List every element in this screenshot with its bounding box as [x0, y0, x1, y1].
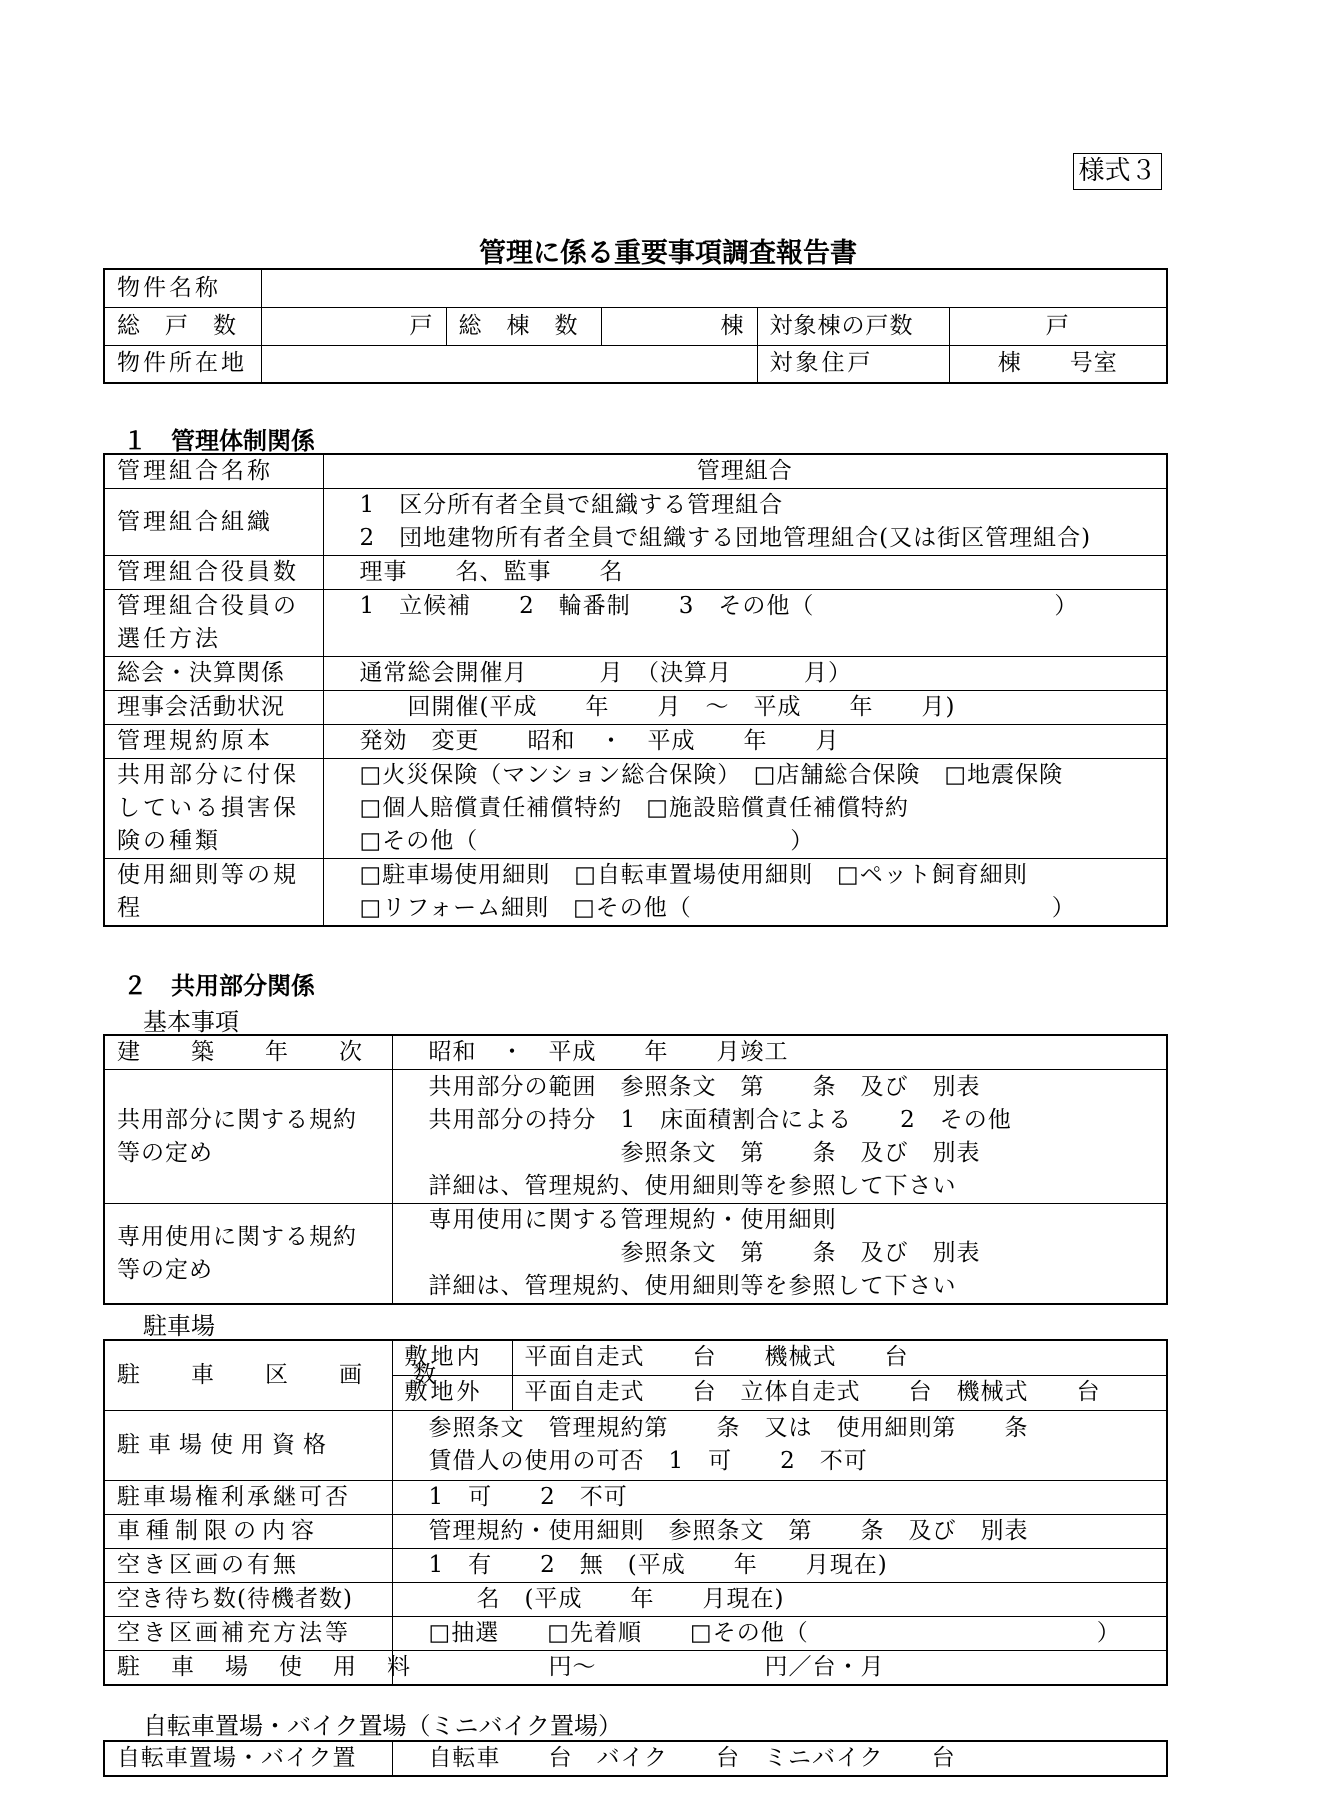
value-line: 2 団地建物所有者全員で組織する団地管理組合(又は街区管理組合): [359, 525, 1092, 551]
parking-spaces-label: 駐 車 区 画 数: [104, 1340, 392, 1410]
bicycle-table: [103, 1740, 1168, 1777]
row-label: 管理規約原本: [104, 725, 323, 759]
row-value[interactable]: 理事 名、監事 名: [323, 556, 1167, 590]
bicycle-subheading: 自転車置場・バイク置場（ミニバイク置場）: [143, 1712, 623, 1740]
property-address-field[interactable]: [261, 345, 757, 383]
row-value[interactable]: 円〜 円／台・月: [392, 1650, 1167, 1685]
row-label: 管理組合役員数: [104, 556, 323, 590]
total-units-label: 総 戸 数: [104, 307, 261, 345]
row-value[interactable]: 1 有 2 無 (平成 年 月現在): [392, 1548, 1167, 1582]
exclusive-rules-field[interactable]: 専用使用に関する管理規約・使用細則 参照条文 第 条 及び 別表 詳細は、管理規約、使用細則等を参照して下さい: [392, 1204, 1167, 1305]
value-line: 1 区分所有者全員で組織する管理組合: [359, 492, 784, 518]
target-units-label: 対象棟の戸数: [757, 307, 949, 345]
form-number-box: 様式３: [1073, 153, 1162, 190]
row-value[interactable]: 名 (平成 年 月現在): [392, 1582, 1167, 1616]
exclusive-rules-label: 専用使用に関する規約 等の定め: [104, 1204, 392, 1305]
checkbox-line[interactable]: □個人賠償責任補償特約 □施設賠償責任補償特約: [359, 795, 909, 821]
row-label: 駐車場権利承継可否: [104, 1480, 392, 1514]
target-units-field[interactable]: 戸: [949, 307, 1167, 345]
on-site-field[interactable]: 平面自走式 台 機械式 台: [512, 1340, 1167, 1375]
basic-subheading: 基本事項: [143, 1008, 239, 1036]
parking-qualification-field[interactable]: 参照条文 管理規約第 条 又は 使用細則第 条 賃借人の使用の可否 1 可 2 不可: [392, 1410, 1167, 1480]
property-name-field[interactable]: [261, 269, 1167, 307]
target-dwelling-field[interactable]: 棟 号室: [949, 345, 1167, 383]
row-value[interactable]: [323, 489, 1167, 556]
bicycle-label: 自転車置場・バイク置: [104, 1741, 392, 1776]
row-label: 管理組合役員の 選任方法: [104, 590, 323, 657]
checkbox-line[interactable]: □その他（ ）: [359, 828, 815, 854]
document-title: 管理に係る重要事項調査報告書: [479, 238, 857, 269]
parking-qualification-label: 駐車場使用資格: [104, 1410, 392, 1480]
build-year-label: 建 築 年 次: [104, 1035, 392, 1070]
row-label: 管理組合組織: [104, 489, 323, 556]
common-rules-label: 共用部分に関する規約 等の定め: [104, 1070, 392, 1204]
target-dwelling-label: 対象住戸: [757, 345, 949, 383]
property-address-label: 物件所在地: [104, 345, 261, 383]
row-label: 駐 車 場 使 用 料: [104, 1650, 392, 1685]
rules-options[interactable]: [323, 859, 1167, 927]
off-site-label: 敷地外: [392, 1375, 512, 1410]
insurance-options[interactable]: [323, 759, 1167, 859]
row-value[interactable]: 1 可 2 不可: [392, 1480, 1167, 1514]
row-label: 空き待ち数(待機者数): [104, 1582, 392, 1616]
row-value[interactable]: □抽選 □先着順 □その他（ ）: [392, 1616, 1167, 1650]
total-units-field[interactable]: 戸: [261, 307, 446, 345]
checkbox-line[interactable]: □駐車場使用細則 □自転車置場使用細則 □ペット飼育細則: [359, 862, 1028, 888]
row-label: 空き区画の有無: [104, 1548, 392, 1582]
parking-subheading: 駐車場: [143, 1312, 215, 1340]
section-1-heading: １ 管理体制関係: [123, 427, 315, 455]
row-label: 共用部分に付保 している損害保 険の種類: [104, 759, 323, 859]
management-table: [103, 453, 1168, 927]
section-2-heading: ２ 共用部分関係: [123, 972, 315, 1000]
row-label: 管理組合名称: [104, 454, 323, 489]
bicycle-field[interactable]: 自転車 台 バイク 台 ミニバイク 台: [392, 1741, 1167, 1776]
checkbox-line[interactable]: □リフォーム細則 □その他（ ）: [359, 895, 1076, 921]
total-buildings-label: 総 棟 数: [446, 307, 601, 345]
row-value[interactable]: 1 立候補 2 輪番制 3 その他（ ）: [323, 590, 1167, 657]
property-table: [103, 268, 1168, 384]
row-value[interactable]: 管理規約・使用細則 参照条文 第 条 及び 別表: [392, 1514, 1167, 1548]
row-value[interactable]: 発効 変更 昭和 ・ 平成 年 月: [323, 725, 1167, 759]
total-buildings-field[interactable]: 棟: [601, 307, 757, 345]
row-value[interactable]: 通常総会開催月 月 （決算月 月）: [323, 657, 1167, 691]
parking-table: [103, 1339, 1168, 1686]
row-label: 使用細則等の規 程: [104, 859, 323, 927]
row-label: 空き区画補充方法等: [104, 1616, 392, 1650]
row-label: 総会・決算関係: [104, 657, 323, 691]
common-rules-field[interactable]: 共用部分の範囲 参照条文 第 条 及び 別表 共用部分の持分 1 床面積割合による 2 その他 参照条文 第 条 及び 別表 詳細は、管理規約、使用細則等を参照して下さい: [392, 1070, 1167, 1204]
on-site-label: 敷地内: [392, 1340, 512, 1375]
common-area-table: [103, 1034, 1168, 1305]
row-value[interactable]: 管理組合: [323, 454, 1167, 489]
checkbox-line[interactable]: □火災保険（マンション総合保険） □店舗総合保険 □地震保険: [359, 762, 1064, 788]
row-label: 理事会活動状況: [104, 691, 323, 725]
build-year-field[interactable]: 昭和 ・ 平成 年 月竣工: [392, 1035, 1167, 1070]
off-site-field[interactable]: 平面自走式 台 立体自走式 台 機械式 台: [512, 1375, 1167, 1410]
row-label: 車種制限の内容: [104, 1514, 392, 1548]
row-value[interactable]: 回開催(平成 年 月 〜 平成 年 月): [323, 691, 1167, 725]
property-name-label: 物件名称: [104, 269, 261, 307]
